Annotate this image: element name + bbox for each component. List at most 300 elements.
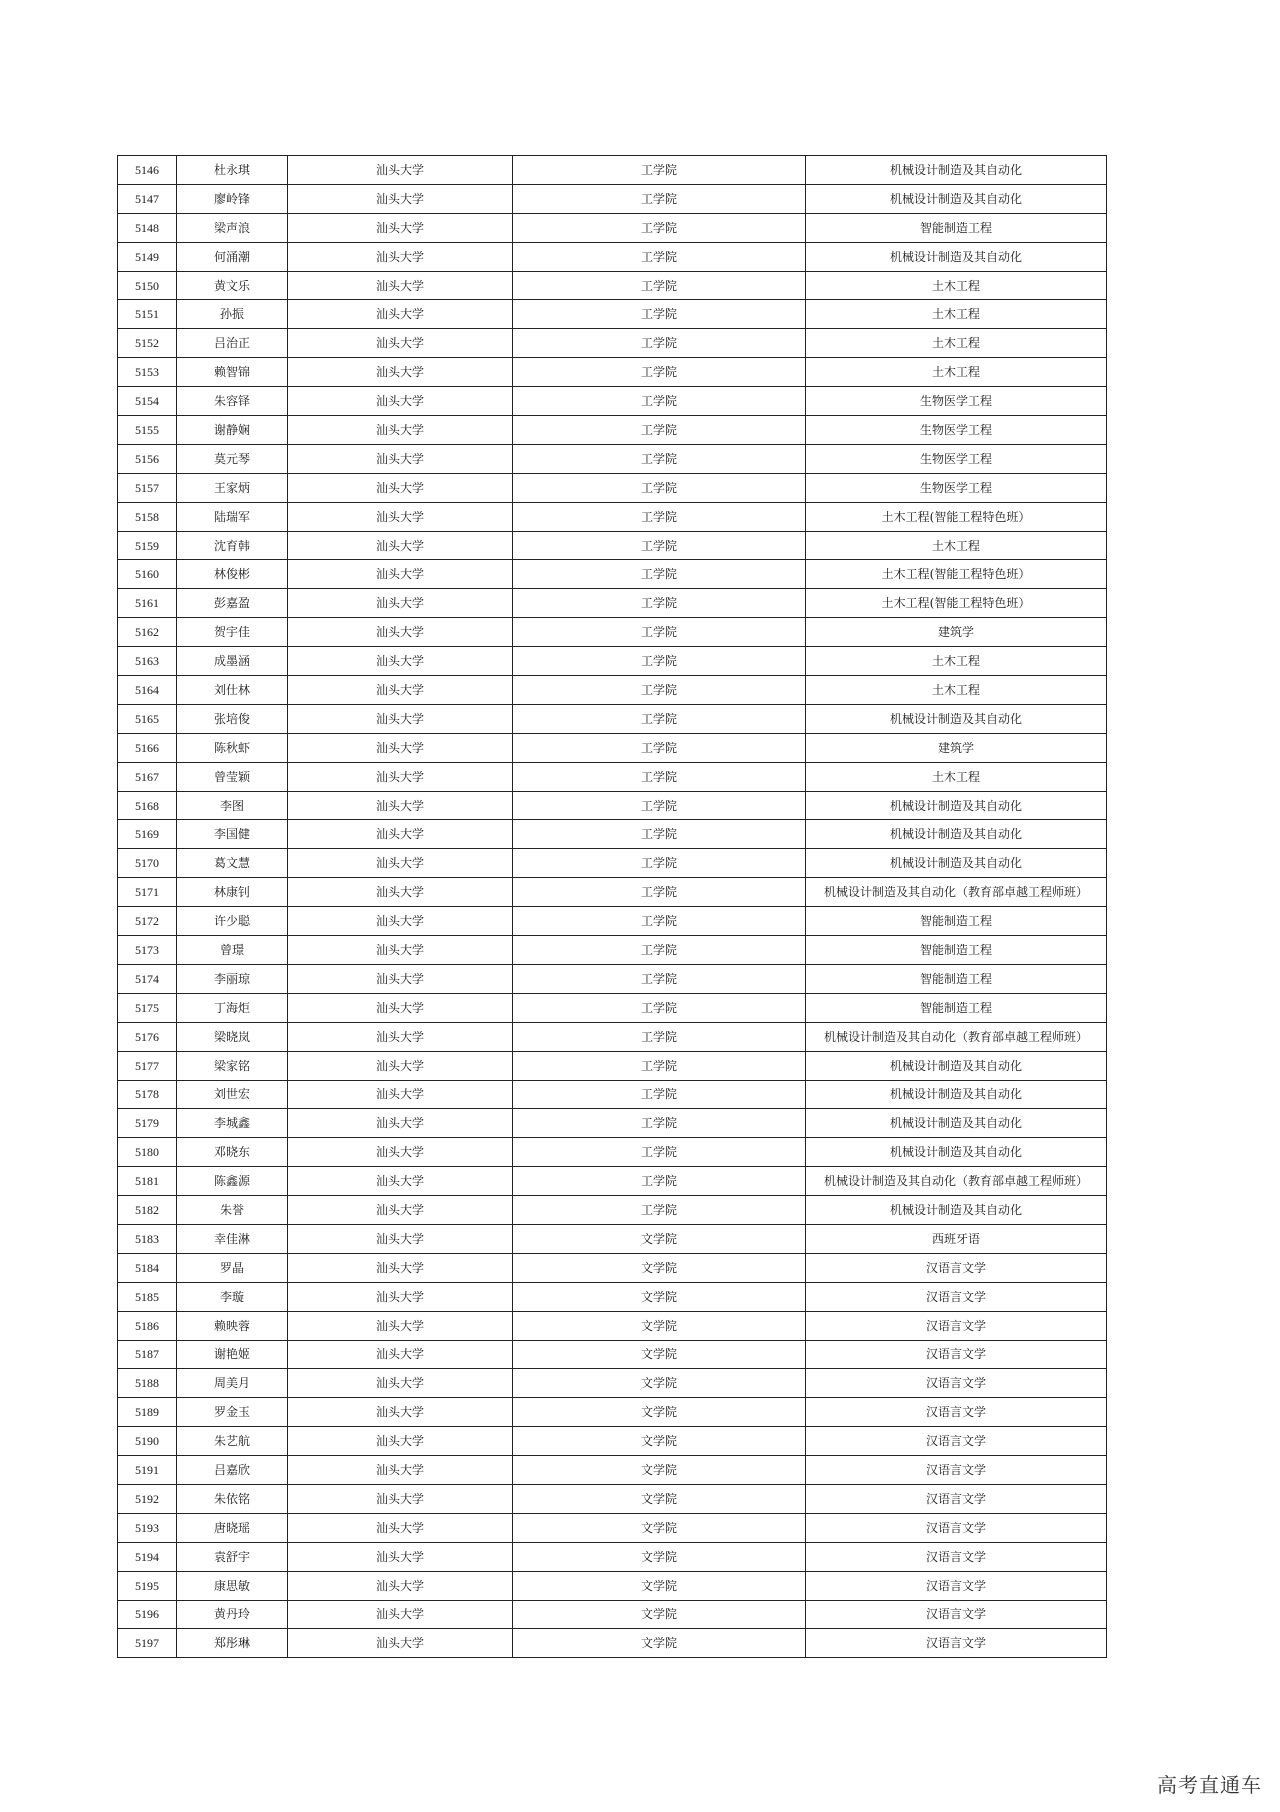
cell-number: 5187 xyxy=(118,1340,177,1369)
cell-university: 汕头大学 xyxy=(288,849,513,878)
cell-student-name: 刘世宏 xyxy=(177,1080,288,1109)
cell-student-name: 幸佳淋 xyxy=(177,1224,288,1253)
cell-major: 机械设计制造及其自动化 xyxy=(806,184,1107,213)
cell-university: 汕头大学 xyxy=(288,704,513,733)
cell-university: 汕头大学 xyxy=(288,1311,513,1340)
cell-university: 汕头大学 xyxy=(288,1282,513,1311)
cell-number: 5196 xyxy=(118,1600,177,1629)
cell-major: 土木工程 xyxy=(806,358,1107,387)
cell-student-name: 李丽琼 xyxy=(177,964,288,993)
table-row xyxy=(118,1398,1107,1427)
cell-student-name: 郑彤琳 xyxy=(177,1629,288,1658)
cell-number: 5193 xyxy=(118,1513,177,1542)
cell-student-name: 黄文乐 xyxy=(177,271,288,300)
cell-major: 土木工程 xyxy=(806,676,1107,705)
table-row xyxy=(118,560,1107,589)
cell-student-name: 朱艺航 xyxy=(177,1427,288,1456)
cell-university: 汕头大学 xyxy=(288,1629,513,1658)
cell-major: 土木工程(智能工程特色班） xyxy=(806,560,1107,589)
cell-major: 土木工程 xyxy=(806,300,1107,329)
cell-number: 5157 xyxy=(118,473,177,502)
cell-student-name: 袁舒宇 xyxy=(177,1542,288,1571)
cell-number: 5163 xyxy=(118,647,177,676)
cell-number: 5172 xyxy=(118,907,177,936)
cell-number: 5156 xyxy=(118,444,177,473)
cell-student-name: 李璇 xyxy=(177,1282,288,1311)
cell-university: 汕头大学 xyxy=(288,647,513,676)
table-row xyxy=(118,936,1107,965)
cell-major: 汉语言文学 xyxy=(806,1513,1107,1542)
cell-number: 5178 xyxy=(118,1080,177,1109)
cell-major: 生物医学工程 xyxy=(806,473,1107,502)
cell-major: 汉语言文学 xyxy=(806,1600,1107,1629)
cell-student-name: 梁家铭 xyxy=(177,1051,288,1080)
cell-major: 土木工程(智能工程特色班） xyxy=(806,502,1107,531)
cell-college: 工学院 xyxy=(513,387,806,416)
table-row xyxy=(118,820,1107,849)
table-row xyxy=(118,416,1107,445)
admission-roster-table xyxy=(117,155,1107,1658)
cell-major: 机械设计制造及其自动化 xyxy=(806,1196,1107,1225)
table-row xyxy=(118,1051,1107,1080)
cell-major: 生物医学工程 xyxy=(806,416,1107,445)
cell-student-name: 林俊彬 xyxy=(177,560,288,589)
table-row xyxy=(118,589,1107,618)
cell-number: 5170 xyxy=(118,849,177,878)
table-row xyxy=(118,1427,1107,1456)
cell-number: 5192 xyxy=(118,1484,177,1513)
table-row xyxy=(118,444,1107,473)
table-row xyxy=(118,387,1107,416)
cell-university: 汕头大学 xyxy=(288,993,513,1022)
cell-college: 文学院 xyxy=(513,1571,806,1600)
cell-student-name: 成墨涵 xyxy=(177,647,288,676)
cell-student-name: 谢艳姬 xyxy=(177,1340,288,1369)
cell-university: 汕头大学 xyxy=(288,1369,513,1398)
cell-number: 5179 xyxy=(118,1109,177,1138)
cell-university: 汕头大学 xyxy=(288,1484,513,1513)
cell-student-name: 唐晓瑶 xyxy=(177,1513,288,1542)
cell-college: 工学院 xyxy=(513,878,806,907)
cell-college: 文学院 xyxy=(513,1282,806,1311)
cell-number: 5183 xyxy=(118,1224,177,1253)
cell-number: 5176 xyxy=(118,1022,177,1051)
cell-student-name: 林康钊 xyxy=(177,878,288,907)
cell-major: 机械设计制造及其自动化 xyxy=(806,1138,1107,1167)
cell-student-name: 谢静娴 xyxy=(177,416,288,445)
cell-student-name: 李国健 xyxy=(177,820,288,849)
cell-major: 智能制造工程 xyxy=(806,993,1107,1022)
cell-student-name: 康思敏 xyxy=(177,1571,288,1600)
cell-university: 汕头大学 xyxy=(288,271,513,300)
cell-university: 汕头大学 xyxy=(288,1398,513,1427)
cell-university: 汕头大学 xyxy=(288,1109,513,1138)
cell-university: 汕头大学 xyxy=(288,618,513,647)
cell-number: 5197 xyxy=(118,1629,177,1658)
table-row xyxy=(118,907,1107,936)
cell-college: 工学院 xyxy=(513,1167,806,1196)
table-row xyxy=(118,1167,1107,1196)
table-row xyxy=(118,1571,1107,1600)
table-row xyxy=(118,1369,1107,1398)
cell-number: 5169 xyxy=(118,820,177,849)
cell-university: 汕头大学 xyxy=(288,791,513,820)
cell-college: 工学院 xyxy=(513,416,806,445)
table-row xyxy=(118,762,1107,791)
cell-college: 工学院 xyxy=(513,156,806,185)
cell-university: 汕头大学 xyxy=(288,1138,513,1167)
cell-college: 工学院 xyxy=(513,993,806,1022)
cell-student-name: 罗金玉 xyxy=(177,1398,288,1427)
table-row xyxy=(118,1282,1107,1311)
table-row xyxy=(118,156,1107,185)
cell-number: 5162 xyxy=(118,618,177,647)
table-row xyxy=(118,1456,1107,1485)
table-row xyxy=(118,647,1107,676)
cell-college: 工学院 xyxy=(513,184,806,213)
cell-major: 机械设计制造及其自动化 xyxy=(806,791,1107,820)
cell-number: 5189 xyxy=(118,1398,177,1427)
cell-major: 机械设计制造及其自动化 xyxy=(806,704,1107,733)
cell-major: 机械设计制造及其自动化（教育部卓越工程师班） xyxy=(806,1022,1107,1051)
cell-major: 生物医学工程 xyxy=(806,387,1107,416)
cell-university: 汕头大学 xyxy=(288,1427,513,1456)
cell-university: 汕头大学 xyxy=(288,1167,513,1196)
cell-university: 汕头大学 xyxy=(288,1456,513,1485)
table-row xyxy=(118,213,1107,242)
cell-major: 机械设计制造及其自动化 xyxy=(806,156,1107,185)
cell-university: 汕头大学 xyxy=(288,1571,513,1600)
cell-university: 汕头大学 xyxy=(288,502,513,531)
cell-college: 工学院 xyxy=(513,213,806,242)
cell-college: 工学院 xyxy=(513,444,806,473)
cell-number: 5177 xyxy=(118,1051,177,1080)
cell-university: 汕头大学 xyxy=(288,156,513,185)
cell-major: 机械设计制造及其自动化 xyxy=(806,1080,1107,1109)
cell-student-name: 刘仕林 xyxy=(177,676,288,705)
cell-college: 文学院 xyxy=(513,1369,806,1398)
cell-university: 汕头大学 xyxy=(288,1600,513,1629)
cell-major: 汉语言文学 xyxy=(806,1311,1107,1340)
cell-number: 5146 xyxy=(118,156,177,185)
cell-university: 汕头大学 xyxy=(288,589,513,618)
cell-major: 汉语言文学 xyxy=(806,1253,1107,1282)
cell-university: 汕头大学 xyxy=(288,242,513,271)
cell-college: 工学院 xyxy=(513,1022,806,1051)
cell-college: 文学院 xyxy=(513,1629,806,1658)
cell-university: 汕头大学 xyxy=(288,184,513,213)
table-row xyxy=(118,300,1107,329)
table-row xyxy=(118,271,1107,300)
cell-number: 5159 xyxy=(118,531,177,560)
cell-number: 5186 xyxy=(118,1311,177,1340)
cell-major: 机械设计制造及其自动化 xyxy=(806,820,1107,849)
cell-university: 汕头大学 xyxy=(288,936,513,965)
cell-major: 土木工程 xyxy=(806,329,1107,358)
cell-number: 5191 xyxy=(118,1456,177,1485)
cell-student-name: 赖映蓉 xyxy=(177,1311,288,1340)
cell-number: 5150 xyxy=(118,271,177,300)
cell-college: 文学院 xyxy=(513,1484,806,1513)
cell-number: 5151 xyxy=(118,300,177,329)
cell-university: 汕头大学 xyxy=(288,531,513,560)
cell-student-name: 王家炳 xyxy=(177,473,288,502)
watermark-text: 高考直通车 xyxy=(1157,1773,1262,1797)
cell-college: 工学院 xyxy=(513,762,806,791)
cell-college: 文学院 xyxy=(513,1600,806,1629)
cell-college: 工学院 xyxy=(513,1138,806,1167)
cell-number: 5180 xyxy=(118,1138,177,1167)
cell-student-name: 梁晓岚 xyxy=(177,1022,288,1051)
cell-major: 机械设计制造及其自动化（教育部卓越工程师班） xyxy=(806,878,1107,907)
cell-university: 汕头大学 xyxy=(288,1051,513,1080)
cell-student-name: 曾莹颖 xyxy=(177,762,288,791)
cell-college: 工学院 xyxy=(513,936,806,965)
cell-college: 工学院 xyxy=(513,589,806,618)
cell-major: 智能制造工程 xyxy=(806,936,1107,965)
cell-college: 工学院 xyxy=(513,791,806,820)
cell-college: 文学院 xyxy=(513,1311,806,1340)
table-row xyxy=(118,733,1107,762)
table-row xyxy=(118,1224,1107,1253)
cell-number: 5167 xyxy=(118,762,177,791)
cell-university: 汕头大学 xyxy=(288,676,513,705)
cell-college: 工学院 xyxy=(513,964,806,993)
cell-number: 5161 xyxy=(118,589,177,618)
table-row xyxy=(118,676,1107,705)
cell-university: 汕头大学 xyxy=(288,473,513,502)
cell-number: 5147 xyxy=(118,184,177,213)
cell-university: 汕头大学 xyxy=(288,387,513,416)
cell-student-name: 张培俊 xyxy=(177,704,288,733)
cell-university: 汕头大学 xyxy=(288,964,513,993)
cell-number: 5164 xyxy=(118,676,177,705)
cell-number: 5148 xyxy=(118,213,177,242)
cell-university: 汕头大学 xyxy=(288,300,513,329)
cell-number: 5152 xyxy=(118,329,177,358)
cell-number: 5181 xyxy=(118,1167,177,1196)
cell-number: 5194 xyxy=(118,1542,177,1571)
cell-student-name: 陈秋虾 xyxy=(177,733,288,762)
cell-student-name: 朱誉 xyxy=(177,1196,288,1225)
table-row xyxy=(118,531,1107,560)
roster-body xyxy=(118,156,1107,1658)
cell-student-name: 赖智锦 xyxy=(177,358,288,387)
cell-college: 工学院 xyxy=(513,1080,806,1109)
cell-major: 机械设计制造及其自动化 xyxy=(806,849,1107,878)
cell-college: 工学院 xyxy=(513,1109,806,1138)
cell-major: 汉语言文学 xyxy=(806,1629,1107,1658)
cell-major: 土木工程 xyxy=(806,531,1107,560)
cell-major: 智能制造工程 xyxy=(806,213,1107,242)
cell-college: 工学院 xyxy=(513,358,806,387)
cell-university: 汕头大学 xyxy=(288,878,513,907)
cell-number: 5158 xyxy=(118,502,177,531)
cell-university: 汕头大学 xyxy=(288,1080,513,1109)
cell-college: 工学院 xyxy=(513,473,806,502)
table-row xyxy=(118,184,1107,213)
cell-university: 汕头大学 xyxy=(288,1513,513,1542)
cell-student-name: 李图 xyxy=(177,791,288,820)
cell-student-name: 孙振 xyxy=(177,300,288,329)
cell-number: 5168 xyxy=(118,791,177,820)
table-row xyxy=(118,1629,1107,1658)
cell-college: 工学院 xyxy=(513,242,806,271)
cell-major: 机械设计制造及其自动化 xyxy=(806,1109,1107,1138)
cell-number: 5195 xyxy=(118,1571,177,1600)
table-row xyxy=(118,791,1107,820)
cell-college: 文学院 xyxy=(513,1456,806,1485)
cell-number: 5171 xyxy=(118,878,177,907)
cell-college: 工学院 xyxy=(513,907,806,936)
cell-major: 智能制造工程 xyxy=(806,964,1107,993)
cell-major: 建筑学 xyxy=(806,618,1107,647)
table-row xyxy=(118,704,1107,733)
cell-major: 土木工程(智能工程特色班） xyxy=(806,589,1107,618)
cell-student-name: 吕治正 xyxy=(177,329,288,358)
table-row xyxy=(118,473,1107,502)
table-row xyxy=(118,993,1107,1022)
cell-university: 汕头大学 xyxy=(288,358,513,387)
cell-number: 5160 xyxy=(118,560,177,589)
cell-college: 工学院 xyxy=(513,849,806,878)
cell-student-name: 杜永琪 xyxy=(177,156,288,185)
cell-student-name: 沈育韩 xyxy=(177,531,288,560)
cell-student-name: 廖岭锋 xyxy=(177,184,288,213)
table-row xyxy=(118,1311,1107,1340)
cell-student-name: 葛文慧 xyxy=(177,849,288,878)
cell-student-name: 许少聪 xyxy=(177,907,288,936)
cell-major: 汉语言文学 xyxy=(806,1398,1107,1427)
cell-major: 土木工程 xyxy=(806,271,1107,300)
cell-university: 汕头大学 xyxy=(288,762,513,791)
cell-major: 西班牙语 xyxy=(806,1224,1107,1253)
cell-major: 汉语言文学 xyxy=(806,1542,1107,1571)
cell-student-name: 陆瑞军 xyxy=(177,502,288,531)
cell-college: 工学院 xyxy=(513,647,806,676)
cell-student-name: 吕嘉欣 xyxy=(177,1456,288,1485)
cell-college: 工学院 xyxy=(513,733,806,762)
cell-university: 汕头大学 xyxy=(288,416,513,445)
cell-major: 智能制造工程 xyxy=(806,907,1107,936)
table-row xyxy=(118,1340,1107,1369)
cell-major: 生物医学工程 xyxy=(806,444,1107,473)
cell-number: 5153 xyxy=(118,358,177,387)
cell-college: 工学院 xyxy=(513,502,806,531)
cell-major: 建筑学 xyxy=(806,733,1107,762)
table-row xyxy=(118,1542,1107,1571)
table-row xyxy=(118,1109,1107,1138)
table-row xyxy=(118,878,1107,907)
cell-college: 文学院 xyxy=(513,1340,806,1369)
cell-college: 工学院 xyxy=(513,676,806,705)
cell-major: 汉语言文学 xyxy=(806,1282,1107,1311)
cell-major: 汉语言文学 xyxy=(806,1427,1107,1456)
cell-college: 文学院 xyxy=(513,1542,806,1571)
cell-college: 工学院 xyxy=(513,271,806,300)
cell-major: 汉语言文学 xyxy=(806,1571,1107,1600)
cell-university: 汕头大学 xyxy=(288,560,513,589)
cell-college: 文学院 xyxy=(513,1427,806,1456)
cell-major: 机械设计制造及其自动化（教育部卓越工程师班） xyxy=(806,1167,1107,1196)
cell-college: 工学院 xyxy=(513,1196,806,1225)
table-row xyxy=(118,1513,1107,1542)
cell-university: 汕头大学 xyxy=(288,213,513,242)
cell-number: 5182 xyxy=(118,1196,177,1225)
cell-major: 土木工程 xyxy=(806,762,1107,791)
cell-major: 汉语言文学 xyxy=(806,1456,1107,1485)
cell-university: 汕头大学 xyxy=(288,1022,513,1051)
cell-college: 文学院 xyxy=(513,1224,806,1253)
cell-college: 文学院 xyxy=(513,1513,806,1542)
cell-student-name: 邓晓东 xyxy=(177,1138,288,1167)
cell-student-name: 莫元琴 xyxy=(177,444,288,473)
cell-college: 文学院 xyxy=(513,1253,806,1282)
cell-major: 机械设计制造及其自动化 xyxy=(806,242,1107,271)
cell-student-name: 罗晶 xyxy=(177,1253,288,1282)
cell-student-name: 彭嘉盈 xyxy=(177,589,288,618)
cell-university: 汕头大学 xyxy=(288,1542,513,1571)
cell-major: 机械设计制造及其自动化 xyxy=(806,1051,1107,1080)
cell-student-name: 黄丹玲 xyxy=(177,1600,288,1629)
cell-college: 工学院 xyxy=(513,329,806,358)
cell-university: 汕头大学 xyxy=(288,1253,513,1282)
cell-college: 工学院 xyxy=(513,1051,806,1080)
cell-college: 文学院 xyxy=(513,1398,806,1427)
cell-university: 汕头大学 xyxy=(288,1224,513,1253)
cell-university: 汕头大学 xyxy=(288,329,513,358)
table-row xyxy=(118,502,1107,531)
cell-student-name: 贺宇佳 xyxy=(177,618,288,647)
cell-university: 汕头大学 xyxy=(288,1340,513,1369)
cell-number: 5175 xyxy=(118,993,177,1022)
cell-number: 5188 xyxy=(118,1369,177,1398)
cell-major: 汉语言文学 xyxy=(806,1369,1107,1398)
table-row xyxy=(118,242,1107,271)
cell-major: 汉语言文学 xyxy=(806,1340,1107,1369)
cell-university: 汕头大学 xyxy=(288,820,513,849)
cell-college: 工学院 xyxy=(513,820,806,849)
table-row xyxy=(118,358,1107,387)
cell-student-name: 朱容铎 xyxy=(177,387,288,416)
cell-student-name: 陈鑫源 xyxy=(177,1167,288,1196)
cell-student-name: 周美月 xyxy=(177,1369,288,1398)
cell-college: 工学院 xyxy=(513,618,806,647)
table-row xyxy=(118,964,1107,993)
cell-number: 5165 xyxy=(118,704,177,733)
cell-number: 5154 xyxy=(118,387,177,416)
cell-number: 5173 xyxy=(118,936,177,965)
cell-university: 汕头大学 xyxy=(288,907,513,936)
cell-number: 5149 xyxy=(118,242,177,271)
cell-major: 土木工程 xyxy=(806,647,1107,676)
table-row xyxy=(118,1080,1107,1109)
table-row xyxy=(118,1196,1107,1225)
cell-major: 汉语言文学 xyxy=(806,1484,1107,1513)
cell-number: 5184 xyxy=(118,1253,177,1282)
cell-student-name: 丁海炬 xyxy=(177,993,288,1022)
table-row xyxy=(118,1484,1107,1513)
cell-student-name: 曾璟 xyxy=(177,936,288,965)
cell-number: 5190 xyxy=(118,1427,177,1456)
cell-number: 5185 xyxy=(118,1282,177,1311)
cell-number: 5166 xyxy=(118,733,177,762)
table-row xyxy=(118,1138,1107,1167)
cell-college: 工学院 xyxy=(513,704,806,733)
cell-number: 5174 xyxy=(118,964,177,993)
table-row xyxy=(118,618,1107,647)
cell-college: 工学院 xyxy=(513,560,806,589)
